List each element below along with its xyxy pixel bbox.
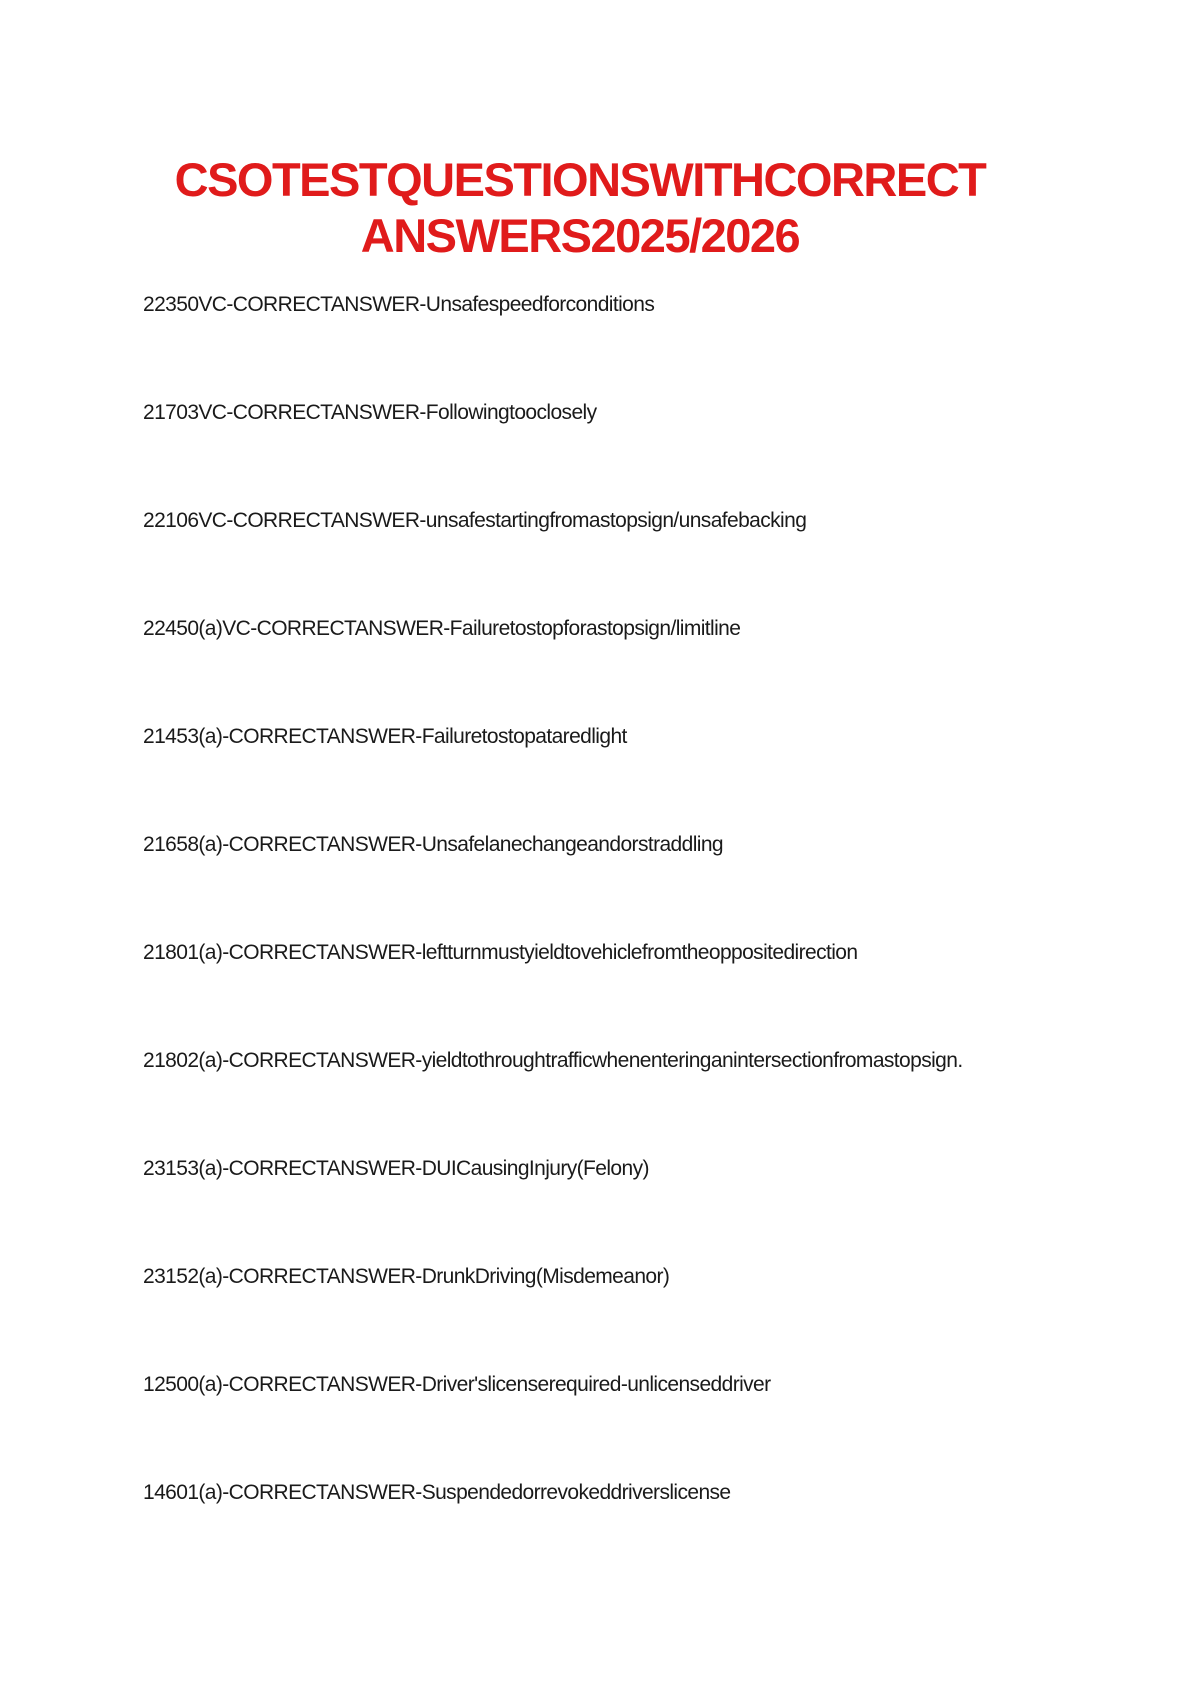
question-answer-item: 21658(a)-CORRECTANSWER-Unsafelanechangeandorstraddling: [143, 833, 723, 856]
document-title: [120, 152, 1040, 264]
question-answer-item: 21703VC-CORRECTANSWER-Followingtooclosely: [143, 401, 597, 424]
question-answer-item: 21801(a)-CORRECTANSWER-leftturnmustyieldtovehiclefromtheoppositedirection: [143, 941, 858, 964]
question-answer-item: 22450(a)VC-CORRECTANSWER-Failuretostopforastopsign/limitline: [143, 617, 741, 640]
question-answer-item: 12500(a)-CORRECTANSWER-Driver'slicenserequired-unlicenseddriver: [143, 1373, 771, 1396]
question-answer-item: 21802(a)-CORRECTANSWER-yieldtothroughtrafficwhenenteringanintersectionfromastopsign.: [143, 1049, 963, 1072]
question-answer-item: 23153(a)-CORRECTANSWER-DUICausingInjury(Felony): [143, 1157, 649, 1180]
question-answer-item: 14601(a)-CORRECTANSWER-Suspendedorrevokeddriverslicense: [143, 1481, 731, 1504]
document-title-line-1: CSOTESTQUESTIONSWITHCORRECT: [174, 153, 986, 206]
question-answer-item: 22106VC-CORRECTANSWER-unsafestartingfromastopsign/unsafebacking: [143, 509, 807, 532]
question-answer-item: 22350VC-CORRECTANSWER-Unsafespeedforconditions: [143, 293, 655, 316]
document-title-line-2: ANSWERS2025/2026: [360, 209, 800, 262]
question-answer-item: 23152(a)-CORRECTANSWER-DrunkDriving(Misdemeanor): [143, 1265, 670, 1288]
question-answer-list: [143, 290, 1143, 1586]
question-answer-item: 21453(a)-CORRECTANSWER-Failuretostopataredlight: [143, 725, 627, 748]
